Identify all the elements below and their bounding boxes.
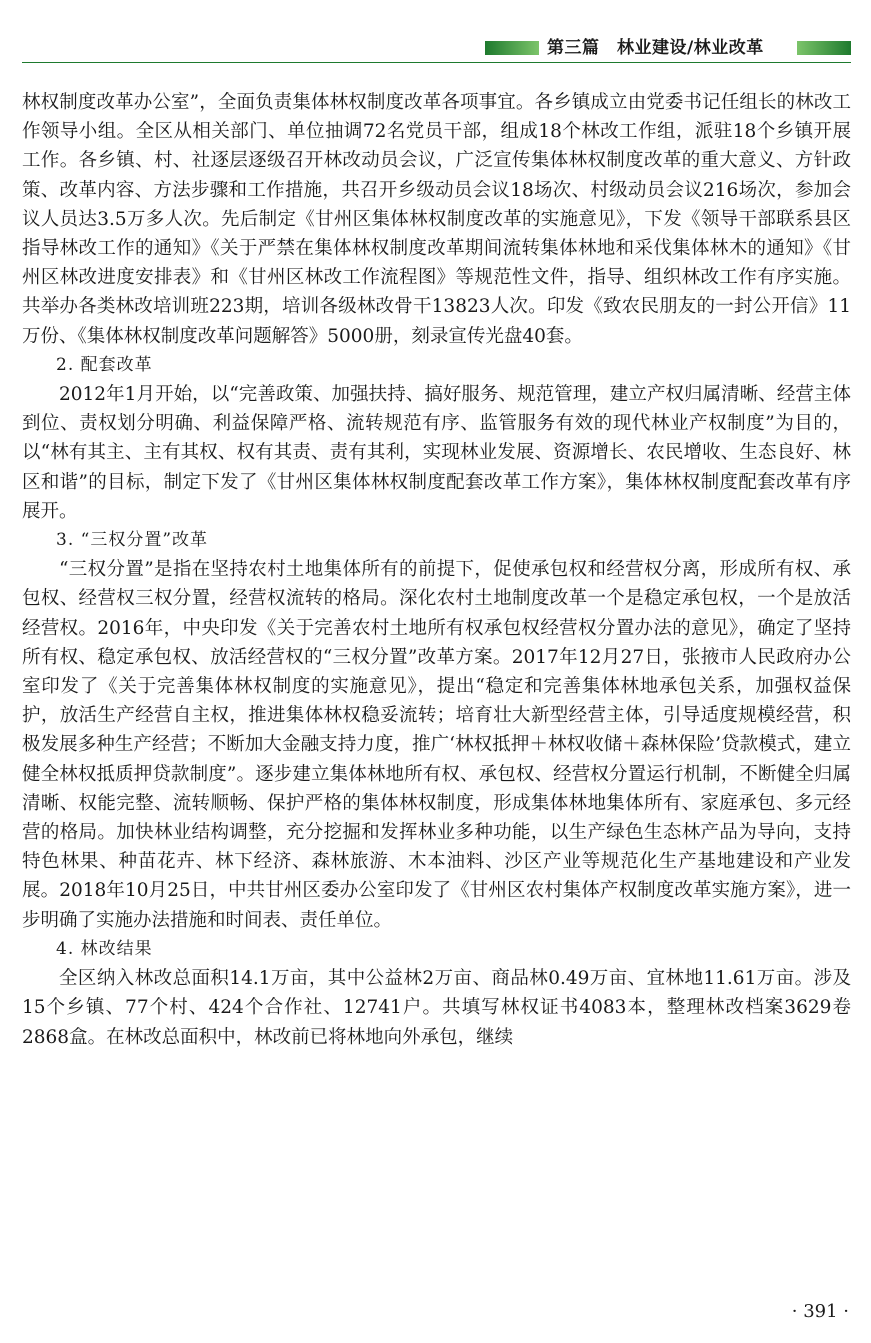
heading-three-rights-reform: 3. “三权分置”改革 [56,530,209,551]
heading-reform-results: 4. 林改结果 [56,938,153,959]
page-body [22,88,851,1052]
header-rule [22,62,851,63]
section-title: 第三篇 林业建设/林业改革 [547,38,764,58]
header-accent-bar-left [485,41,539,55]
paragraph-2: 2012年1月开始，以“完善政策、加强扶持、搞好服务、规范管理，建立产权归属清晰、经营主体到位、责权划分明确、利益保障严格、流转规范有序、监管服务有效的现代林业产权制度”为目的，以“林有其主、主有其权、权有其责、责有其利，实现林业发展、资源增长、农民增收、生态良好、林区和谐”的目标，制定下发了《甘州区集体林权制度配套改革工作方案》，集体林权制度配套改革有序展开。 [22,384,851,522]
paragraph-4: 全区纳入林改总面积14.1万亩，其中公益林2万亩、商品林0.49万亩、宜林地11.61万亩。涉及15个乡镇、77个村、424个合作社、12741户。共填写林权证书4083本，整理林改档案3629卷2868盒。在林改总面积中，林改前已将林地向外承包，继续 [22,968,851,1048]
paragraph-1: 林权制度改革办公室”，全面负责集体林权制度改革各项事宜。各乡镇成立由党委书记任组长的林改工作领导小组。全区从相关部门、单位抽调72名党员干部，组成18个林改工作组，派驻18个乡镇开展工作。各乡镇、村、社逐层逐级召开林改动员会议，广泛宣传集体林权制度改革的重大意义、方针政策、改革内容、方法步骤和工作措施，共召开乡级动员会议18场次、村级动员会议216场次，参加会议人员达3.5万多人次。先后制定《甘州区集体林权制度改革的实施意见》，下发《领导干部联系县区指导林改工作的通知》《关于严禁在集体林权制度改革期间流转集体林地和采伐集体林木的通知》《甘州区林改进度安排表》和《甘州区林改工作流程图》等规范性文件，指导、组织林改工作有序实施。共举办各类林改培训班223期，培训各级林改骨干13823人次。印发《致农民朋友的一封公开信》11万份、《集体林权制度改革问题解答》5000册，刻录宣传光盘40套。 [22,92,851,347]
header-accent-bar-right [797,41,851,55]
page-number: · 391 · [791,1301,849,1322]
paragraph-3: “三权分置”是指在坚持农村土地集体所有的前提下，促使承包权和经营权分离，形成所有权、承包权、经营权三权分置，经营权流转的格局。深化农村土地制度改革一个是稳定承包权，一个是放活经营权。2016年，中央印发《关于完善农村土地所有权承包权经营权分置办法的意见》，确定了坚持所有权、稳定承包权、放活经营权的“三权分置”改革方案。2017年12月27日，张掖市人民政府办公室印发了《关于完善集体林权制度的实施意见》，提出“稳定和完善集体林地承包关系，加强权益保护，放活生产经营自主权，推进集体林权稳妥流转；培育壮大新型经营主体，引导适度规模经营，积极发展多种生产经营；不断加大金融支持力度，推广‘林权抵押＋林权收储＋森林保险’贷款模式，建立健全林权抵质押贷款制度”。逐步建立集体林地所有权、承包权、经营权分置运行机制，不断健全归属清晰、权能完整、流转顺畅、保护严格的集体林权制度，形成集体林地集体所有、家庭承包、多元经营的格局。加快林业结构调整，充分挖掘和发挥林业多种功能，以生产绿色生态林产品为导向，支持特色林果、种苗花卉、林下经济、森林旅游、木本油料、沙区产业等规范化生产基地建设和产业发展。2018年10月25日，中共甘州区委办公室印发了《甘州区农村集体产权制度改革实施方案》，进一步明确了实施办法措施和时间表、责任单位。 [22,559,851,931]
running-header [485,38,851,61]
heading-supporting-reform: 2. 配套改革 [56,354,153,375]
